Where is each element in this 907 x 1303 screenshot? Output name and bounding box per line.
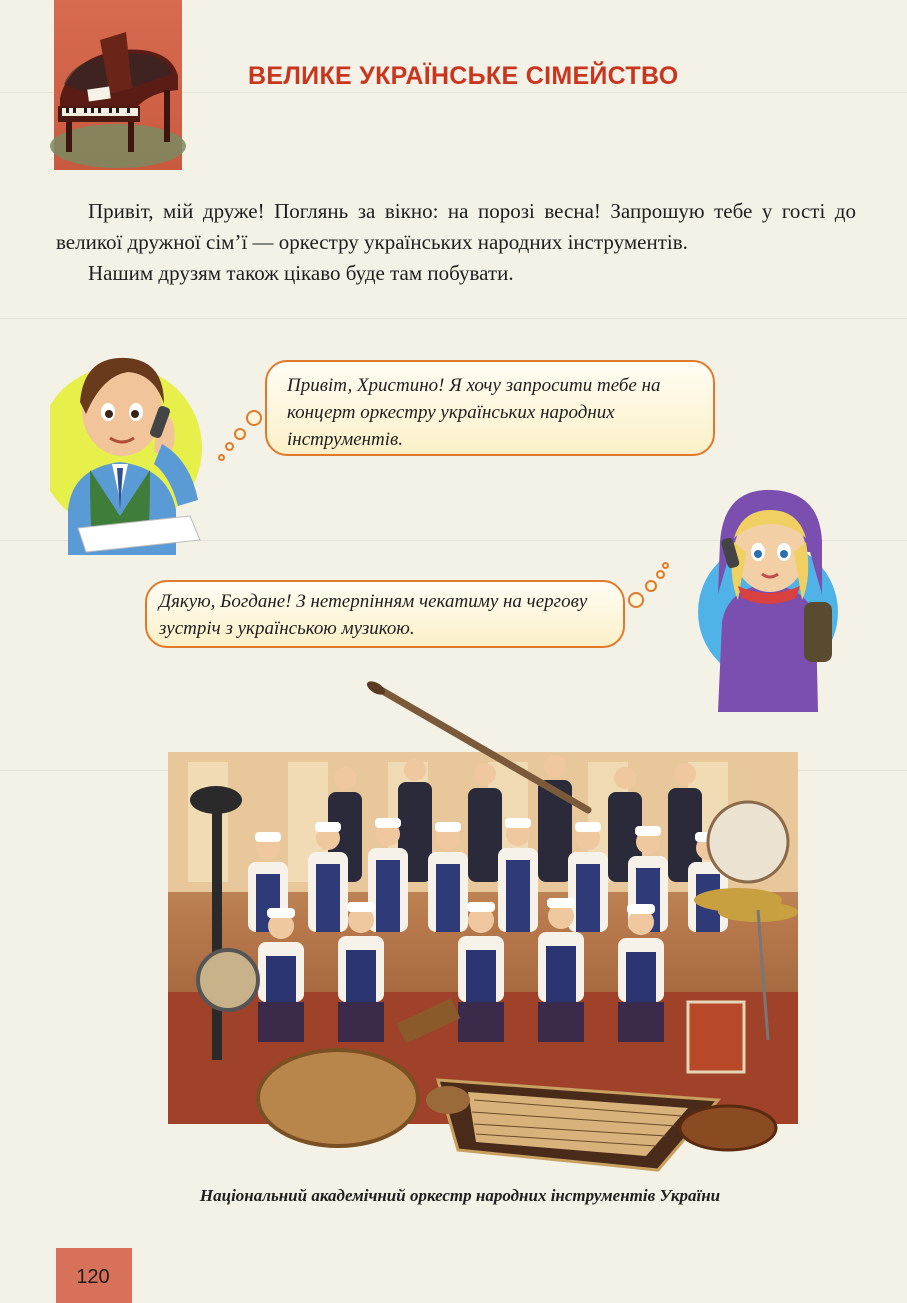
page-number: 120	[76, 1266, 110, 1288]
bubble-tail-dot	[234, 428, 246, 440]
bubble-tail-dot	[628, 592, 644, 608]
girl-speech-bubble: Дякую, Богдане! З нетерпінням чекатиму на чергову зустріч з українською музикою.	[145, 580, 625, 648]
bubble-tail-dot	[218, 454, 225, 461]
girl-on-phone-illustration	[698, 482, 838, 712]
intro-paragraph-2: Нашим друзям також цікаво буде там побувати.	[88, 261, 514, 285]
intro-text	[56, 196, 856, 289]
bubble-tail-dot	[225, 442, 234, 451]
bleed-line	[0, 318, 907, 319]
intro-paragraph-1: Привіт, мій друже! Поглянь за вікно: на порозі весна! Запрошую тебе у гості до великої дружної сім’ї — оркестру українських народних інструментів.	[56, 199, 856, 254]
bubble-tail-dot	[656, 570, 665, 579]
boy-on-phone-illustration	[50, 340, 220, 555]
folk-instruments-foreground	[168, 680, 808, 1180]
page-title: ВЕЛИКЕ УКРАЇНСЬКЕ СІМЕЙСТВО	[248, 62, 679, 90]
boy-speech-bubble: Привіт, Христино! Я хочу запросити тебе на концерт оркестру українських народних інструментів.	[265, 360, 715, 456]
bubble-tail-dot	[662, 562, 669, 569]
photo-caption: Національний академічний оркестр народних інструментів України	[199, 1186, 721, 1205]
bubble-tail-dot	[246, 410, 262, 426]
bubble-tail-dot	[645, 580, 657, 592]
grand-piano-icon	[40, 28, 190, 178]
